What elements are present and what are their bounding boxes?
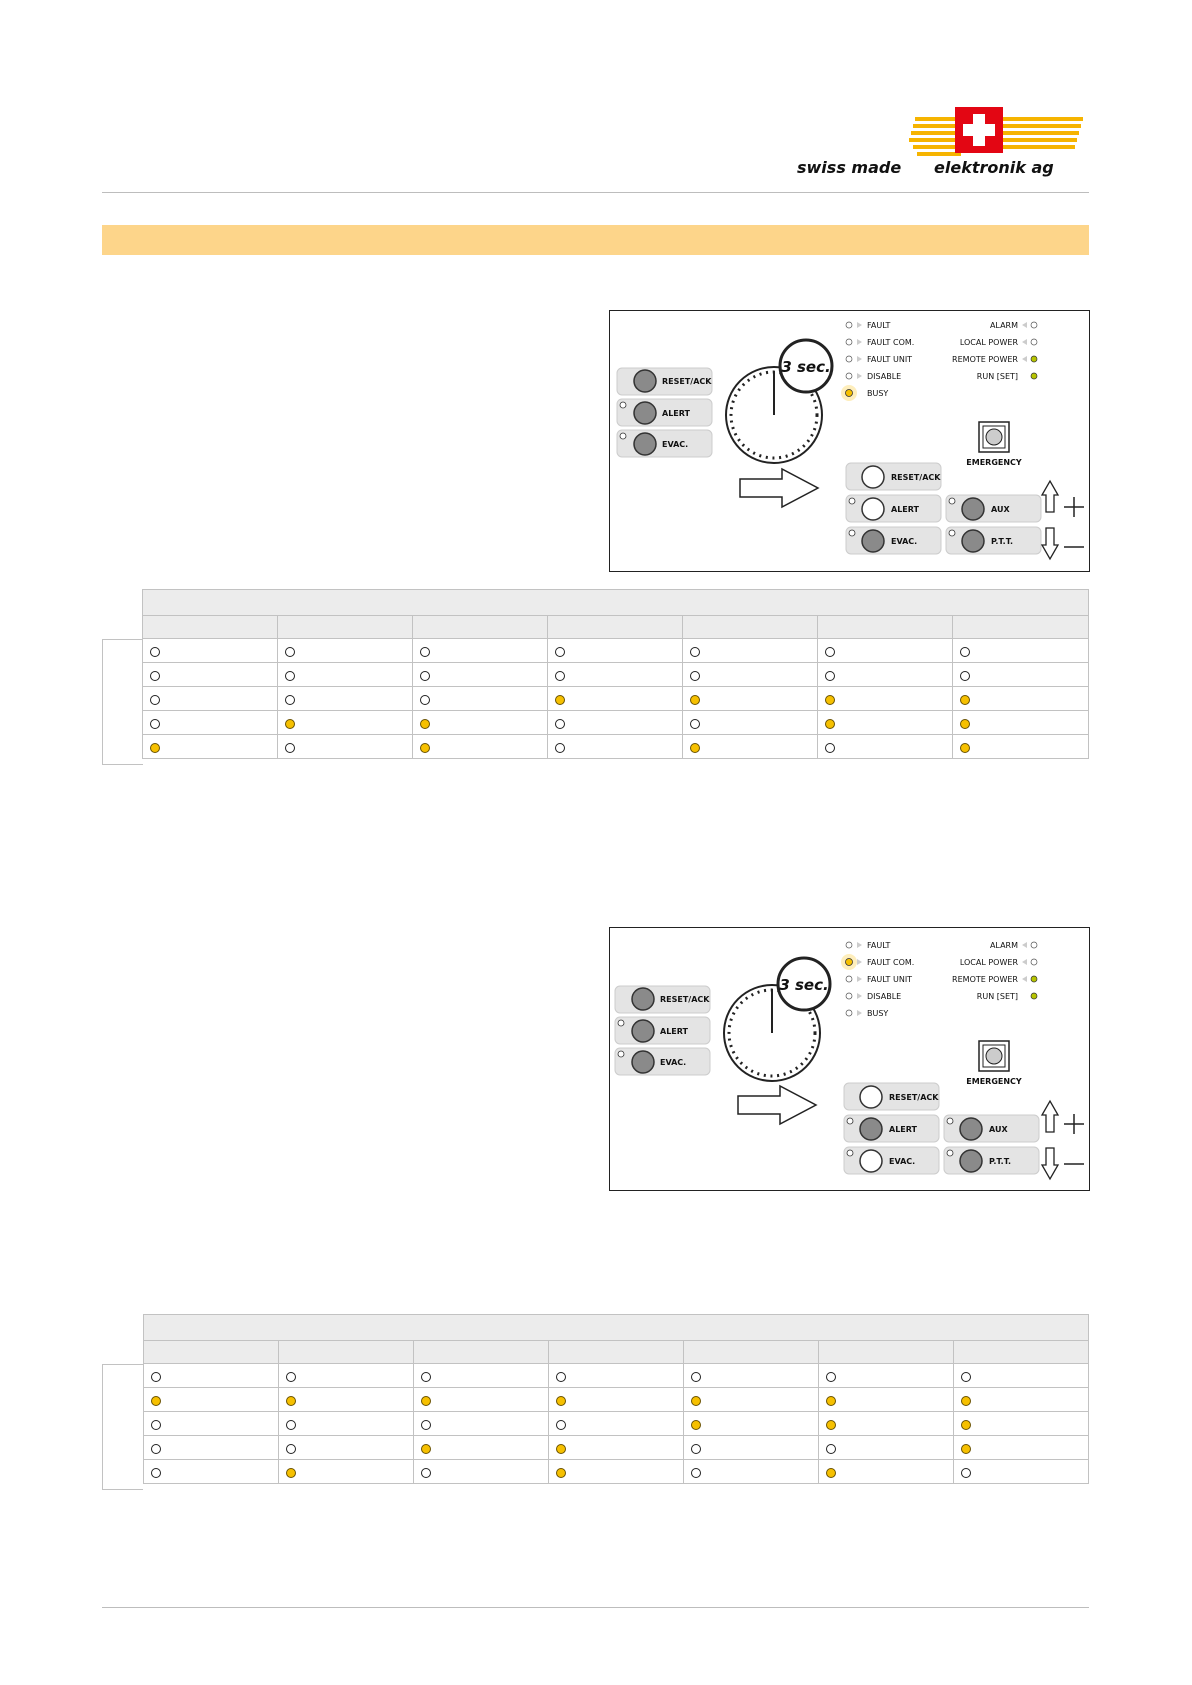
led-off-icon bbox=[961, 1372, 971, 1382]
table1-cell bbox=[548, 735, 683, 759]
before-reset-label: RESET/ACK bbox=[662, 377, 712, 386]
table2-cell bbox=[954, 1460, 1089, 1484]
led-off-icon bbox=[150, 647, 160, 657]
table2-row bbox=[144, 1460, 1089, 1484]
svg-text:ALERT: ALERT bbox=[891, 505, 920, 514]
status-leds-right bbox=[952, 321, 1037, 381]
led-off-icon bbox=[420, 695, 430, 705]
led-off-icon bbox=[420, 671, 430, 681]
transition-arrow-icon bbox=[740, 469, 818, 507]
table2-row-group-cell bbox=[102, 1364, 143, 1490]
led-on-icon bbox=[961, 1396, 971, 1406]
led-on-icon bbox=[555, 695, 565, 705]
table2-cell bbox=[549, 1412, 684, 1436]
led-on-icon bbox=[961, 1444, 971, 1454]
table2-cell bbox=[549, 1364, 684, 1388]
led-on-icon bbox=[691, 1396, 701, 1406]
table2-cell bbox=[279, 1364, 414, 1388]
svg-text:DISABLE: DISABLE bbox=[867, 992, 902, 1001]
table2-cell bbox=[819, 1412, 954, 1436]
led-off-icon bbox=[286, 1444, 296, 1454]
svg-text:ALERT: ALERT bbox=[889, 1125, 918, 1134]
table1-cell bbox=[548, 687, 683, 711]
svg-text:BUSY: BUSY bbox=[867, 389, 889, 398]
table1-cell bbox=[143, 735, 278, 759]
panel-figure-1 bbox=[609, 310, 1090, 572]
led-on-icon bbox=[960, 719, 970, 729]
led-state-table-1 bbox=[142, 589, 1089, 759]
led-on-icon bbox=[556, 1468, 566, 1478]
volume-up-arrow-icon bbox=[1042, 481, 1058, 512]
timer-label: 3 sec. bbox=[781, 358, 831, 376]
led-off-icon bbox=[151, 1468, 161, 1478]
svg-text:ALARM: ALARM bbox=[989, 941, 1018, 950]
led-off-icon bbox=[151, 1420, 161, 1430]
panel-diagram-1 bbox=[610, 311, 1089, 571]
table1-header bbox=[143, 590, 1089, 616]
table1-cell bbox=[683, 639, 818, 663]
led-off-icon bbox=[691, 1444, 701, 1454]
transition-arrow-icon bbox=[738, 1086, 816, 1124]
table2-cell bbox=[279, 1388, 414, 1412]
table2-cell bbox=[279, 1460, 414, 1484]
led-off-icon bbox=[555, 647, 565, 657]
led-off-icon bbox=[286, 1372, 296, 1382]
led-off-icon bbox=[421, 1420, 431, 1430]
header-divider bbox=[102, 192, 1089, 193]
led-on-icon bbox=[690, 695, 700, 705]
table1-cell bbox=[413, 639, 548, 663]
led-on-icon bbox=[556, 1396, 566, 1406]
table2-cell bbox=[549, 1436, 684, 1460]
table2-cell bbox=[414, 1436, 549, 1460]
after-buttons bbox=[846, 463, 1041, 554]
svg-text:FAULT UNIT: FAULT UNIT bbox=[867, 975, 913, 984]
svg-text:AUX: AUX bbox=[989, 1125, 1008, 1134]
volume-down-arrow-icon bbox=[1042, 1148, 1058, 1179]
led-off-icon bbox=[285, 743, 295, 753]
table2-cell bbox=[549, 1460, 684, 1484]
table1-cell bbox=[818, 663, 953, 687]
led-off-icon bbox=[825, 671, 835, 681]
table2-cell bbox=[414, 1460, 549, 1484]
emergency-button-icon bbox=[966, 422, 1022, 467]
svg-text:EVAC.: EVAC. bbox=[660, 1058, 687, 1067]
led-off-icon bbox=[826, 1372, 836, 1382]
svg-text:EMERGENCY: EMERGENCY bbox=[966, 458, 1022, 467]
led-on-icon bbox=[691, 1420, 701, 1430]
svg-text:BUSY: BUSY bbox=[867, 1009, 889, 1018]
led-off-icon bbox=[150, 719, 160, 729]
before-evac-label: EVAC. bbox=[662, 440, 689, 449]
table1-cell bbox=[818, 711, 953, 735]
led-off-icon bbox=[285, 671, 295, 681]
table2-cell bbox=[954, 1412, 1089, 1436]
panel-figure-2 bbox=[609, 927, 1090, 1191]
table1-cell bbox=[953, 735, 1089, 759]
table2-cell bbox=[279, 1436, 414, 1460]
stopwatch-icon bbox=[726, 340, 832, 463]
table2-cell bbox=[144, 1364, 279, 1388]
before-buttons bbox=[617, 368, 712, 457]
led-on-icon bbox=[556, 1444, 566, 1454]
table2-row bbox=[144, 1412, 1089, 1436]
led-off-icon bbox=[150, 695, 160, 705]
table1-cell bbox=[683, 711, 818, 735]
led-off-icon bbox=[150, 671, 160, 681]
table2-cell bbox=[144, 1412, 279, 1436]
svg-text:AUX: AUX bbox=[991, 505, 1010, 514]
table2-cell bbox=[819, 1436, 954, 1460]
svg-text:P.T.T.: P.T.T. bbox=[989, 1157, 1011, 1166]
after-buttons bbox=[844, 1083, 1039, 1174]
table1-cell bbox=[143, 663, 278, 687]
led-off-icon bbox=[151, 1444, 161, 1454]
table1-cell bbox=[953, 687, 1089, 711]
led-on-icon bbox=[690, 743, 700, 753]
status-leds-right bbox=[952, 941, 1037, 1001]
table1-cell bbox=[683, 687, 818, 711]
svg-text:DISABLE: DISABLE bbox=[867, 372, 902, 381]
table1-cell bbox=[278, 687, 413, 711]
table2-cell bbox=[819, 1460, 954, 1484]
table1-cell bbox=[278, 735, 413, 759]
table2-cell bbox=[144, 1436, 279, 1460]
table2-cell bbox=[954, 1364, 1089, 1388]
table1-cell bbox=[548, 663, 683, 687]
table2-cell bbox=[819, 1388, 954, 1412]
table1-cell bbox=[818, 687, 953, 711]
table1-cell bbox=[548, 639, 683, 663]
led-off-icon bbox=[691, 1372, 701, 1382]
footer-divider bbox=[102, 1607, 1089, 1608]
led-off-icon bbox=[421, 1468, 431, 1478]
svg-text:RESET/ACK: RESET/ACK bbox=[891, 473, 941, 482]
led-on-icon bbox=[420, 743, 430, 753]
table1-cell bbox=[818, 639, 953, 663]
led-off-icon bbox=[690, 719, 700, 729]
table1-cell bbox=[413, 663, 548, 687]
led-on-icon bbox=[960, 695, 970, 705]
svg-text:EMERGENCY: EMERGENCY bbox=[966, 1077, 1022, 1086]
led-off-icon bbox=[826, 1444, 836, 1454]
led-on-icon bbox=[961, 1420, 971, 1430]
led-on-icon bbox=[826, 1396, 836, 1406]
led-off-icon bbox=[421, 1372, 431, 1382]
table1-cell bbox=[953, 663, 1089, 687]
led-off-icon bbox=[286, 1420, 296, 1430]
table1-cell bbox=[143, 687, 278, 711]
svg-text:P.T.T.: P.T.T. bbox=[991, 537, 1013, 546]
svg-text:LOCAL POWER: LOCAL POWER bbox=[959, 338, 1018, 347]
led-off-icon bbox=[555, 671, 565, 681]
table1-cell bbox=[413, 687, 548, 711]
tagline-elektronik-ag: elektronik ag bbox=[934, 158, 1054, 177]
led-off-icon bbox=[555, 743, 565, 753]
table2-cell bbox=[684, 1364, 819, 1388]
tagline-swiss-made: swiss made bbox=[797, 158, 902, 177]
led-on-icon bbox=[960, 743, 970, 753]
led-off-icon bbox=[285, 695, 295, 705]
led-off-icon bbox=[691, 1468, 701, 1478]
led-on-icon bbox=[285, 719, 295, 729]
table1-row bbox=[143, 735, 1089, 759]
led-off-icon bbox=[556, 1420, 566, 1430]
led-on-icon bbox=[286, 1396, 296, 1406]
plus-icon bbox=[1064, 1114, 1084, 1134]
svg-text:FAULT: FAULT bbox=[867, 941, 891, 950]
svg-text:LOCAL POWER: LOCAL POWER bbox=[959, 958, 1018, 967]
table1-cell bbox=[278, 711, 413, 735]
table2-cell bbox=[684, 1460, 819, 1484]
section-heading-band bbox=[102, 225, 1089, 255]
table2-cell bbox=[954, 1436, 1089, 1460]
led-off-icon bbox=[151, 1372, 161, 1382]
svg-text:FAULT COM.: FAULT COM. bbox=[867, 338, 915, 347]
table2-cell bbox=[819, 1364, 954, 1388]
table2-cell bbox=[549, 1388, 684, 1412]
volume-up-arrow-icon bbox=[1042, 1101, 1058, 1132]
table2-cell bbox=[414, 1388, 549, 1412]
table2-row bbox=[144, 1436, 1089, 1460]
led-off-icon bbox=[960, 647, 970, 657]
table1-row bbox=[143, 639, 1089, 663]
led-off-icon bbox=[285, 647, 295, 657]
led-on-icon bbox=[826, 1468, 836, 1478]
table2-cell bbox=[684, 1388, 819, 1412]
led-off-icon bbox=[825, 647, 835, 657]
plus-icon bbox=[1064, 497, 1084, 517]
table2-cell bbox=[414, 1412, 549, 1436]
before-buttons bbox=[615, 986, 710, 1075]
led-off-icon bbox=[960, 671, 970, 681]
svg-text:3 sec.: 3 sec. bbox=[779, 976, 829, 994]
table1-cell bbox=[953, 639, 1089, 663]
svg-text:RUN [SET]: RUN [SET] bbox=[976, 992, 1018, 1001]
before-alert-label: ALERT bbox=[662, 409, 691, 418]
table2-row bbox=[144, 1388, 1089, 1412]
led-off-icon bbox=[690, 671, 700, 681]
led-on-icon bbox=[421, 1396, 431, 1406]
table1-cell bbox=[953, 711, 1089, 735]
stopwatch-icon bbox=[724, 958, 830, 1081]
led-off-icon bbox=[555, 719, 565, 729]
svg-text:EVAC.: EVAC. bbox=[889, 1157, 916, 1166]
led-on-icon bbox=[151, 1396, 161, 1406]
svg-text:RUN [SET]: RUN [SET] bbox=[976, 372, 1018, 381]
svg-text:ALERT: ALERT bbox=[660, 1027, 689, 1036]
table1-row bbox=[143, 687, 1089, 711]
led-off-icon bbox=[420, 647, 430, 657]
table1-cell bbox=[143, 711, 278, 735]
svg-text:FAULT UNIT: FAULT UNIT bbox=[867, 355, 913, 364]
table2-header bbox=[144, 1315, 1089, 1341]
led-on-icon bbox=[150, 743, 160, 753]
table1-cell bbox=[143, 639, 278, 663]
led-off-icon bbox=[690, 647, 700, 657]
led-on-icon bbox=[421, 1444, 431, 1454]
led-off-icon bbox=[961, 1468, 971, 1478]
table1-cell bbox=[548, 711, 683, 735]
table1-row bbox=[143, 711, 1089, 735]
led-state-table-2 bbox=[143, 1314, 1089, 1484]
svg-text:FAULT: FAULT bbox=[867, 321, 891, 330]
led-on-icon bbox=[825, 719, 835, 729]
table2-cell bbox=[279, 1412, 414, 1436]
table1-cell bbox=[683, 735, 818, 759]
table1-cell bbox=[413, 711, 548, 735]
table2-cell bbox=[144, 1388, 279, 1412]
table2-cell bbox=[414, 1364, 549, 1388]
status-leds-left bbox=[841, 941, 914, 1018]
table1-cell bbox=[278, 663, 413, 687]
svg-text:FAULT COM.: FAULT COM. bbox=[867, 958, 915, 967]
volume-down-arrow-icon bbox=[1042, 528, 1058, 559]
led-on-icon bbox=[286, 1468, 296, 1478]
emergency-button-icon bbox=[966, 1041, 1022, 1086]
led-on-icon bbox=[420, 719, 430, 729]
table1-row-group-cell bbox=[102, 639, 143, 765]
panel-diagram-2 bbox=[610, 928, 1089, 1190]
svg-text:RESET/ACK: RESET/ACK bbox=[660, 995, 710, 1004]
status-leds-left bbox=[841, 321, 914, 401]
svg-text:ALARM: ALARM bbox=[989, 321, 1018, 330]
table2-cell bbox=[684, 1436, 819, 1460]
svg-text:REMOTE POWER: REMOTE POWER bbox=[952, 975, 1018, 984]
led-on-icon bbox=[825, 695, 835, 705]
led-off-icon bbox=[825, 743, 835, 753]
led-on-icon bbox=[826, 1420, 836, 1430]
svg-text:RESET/ACK: RESET/ACK bbox=[889, 1093, 939, 1102]
table2-cell bbox=[954, 1388, 1089, 1412]
table2-cell bbox=[144, 1460, 279, 1484]
svg-text:REMOTE POWER: REMOTE POWER bbox=[952, 355, 1018, 364]
led-off-icon bbox=[556, 1372, 566, 1382]
table1-row bbox=[143, 663, 1089, 687]
table1-cell bbox=[818, 735, 953, 759]
table2-cell bbox=[684, 1412, 819, 1436]
table1-cell bbox=[413, 735, 548, 759]
svg-text:EVAC.: EVAC. bbox=[891, 537, 918, 546]
table2-row bbox=[144, 1364, 1089, 1388]
table1-cell bbox=[278, 639, 413, 663]
table1-cell bbox=[683, 663, 818, 687]
